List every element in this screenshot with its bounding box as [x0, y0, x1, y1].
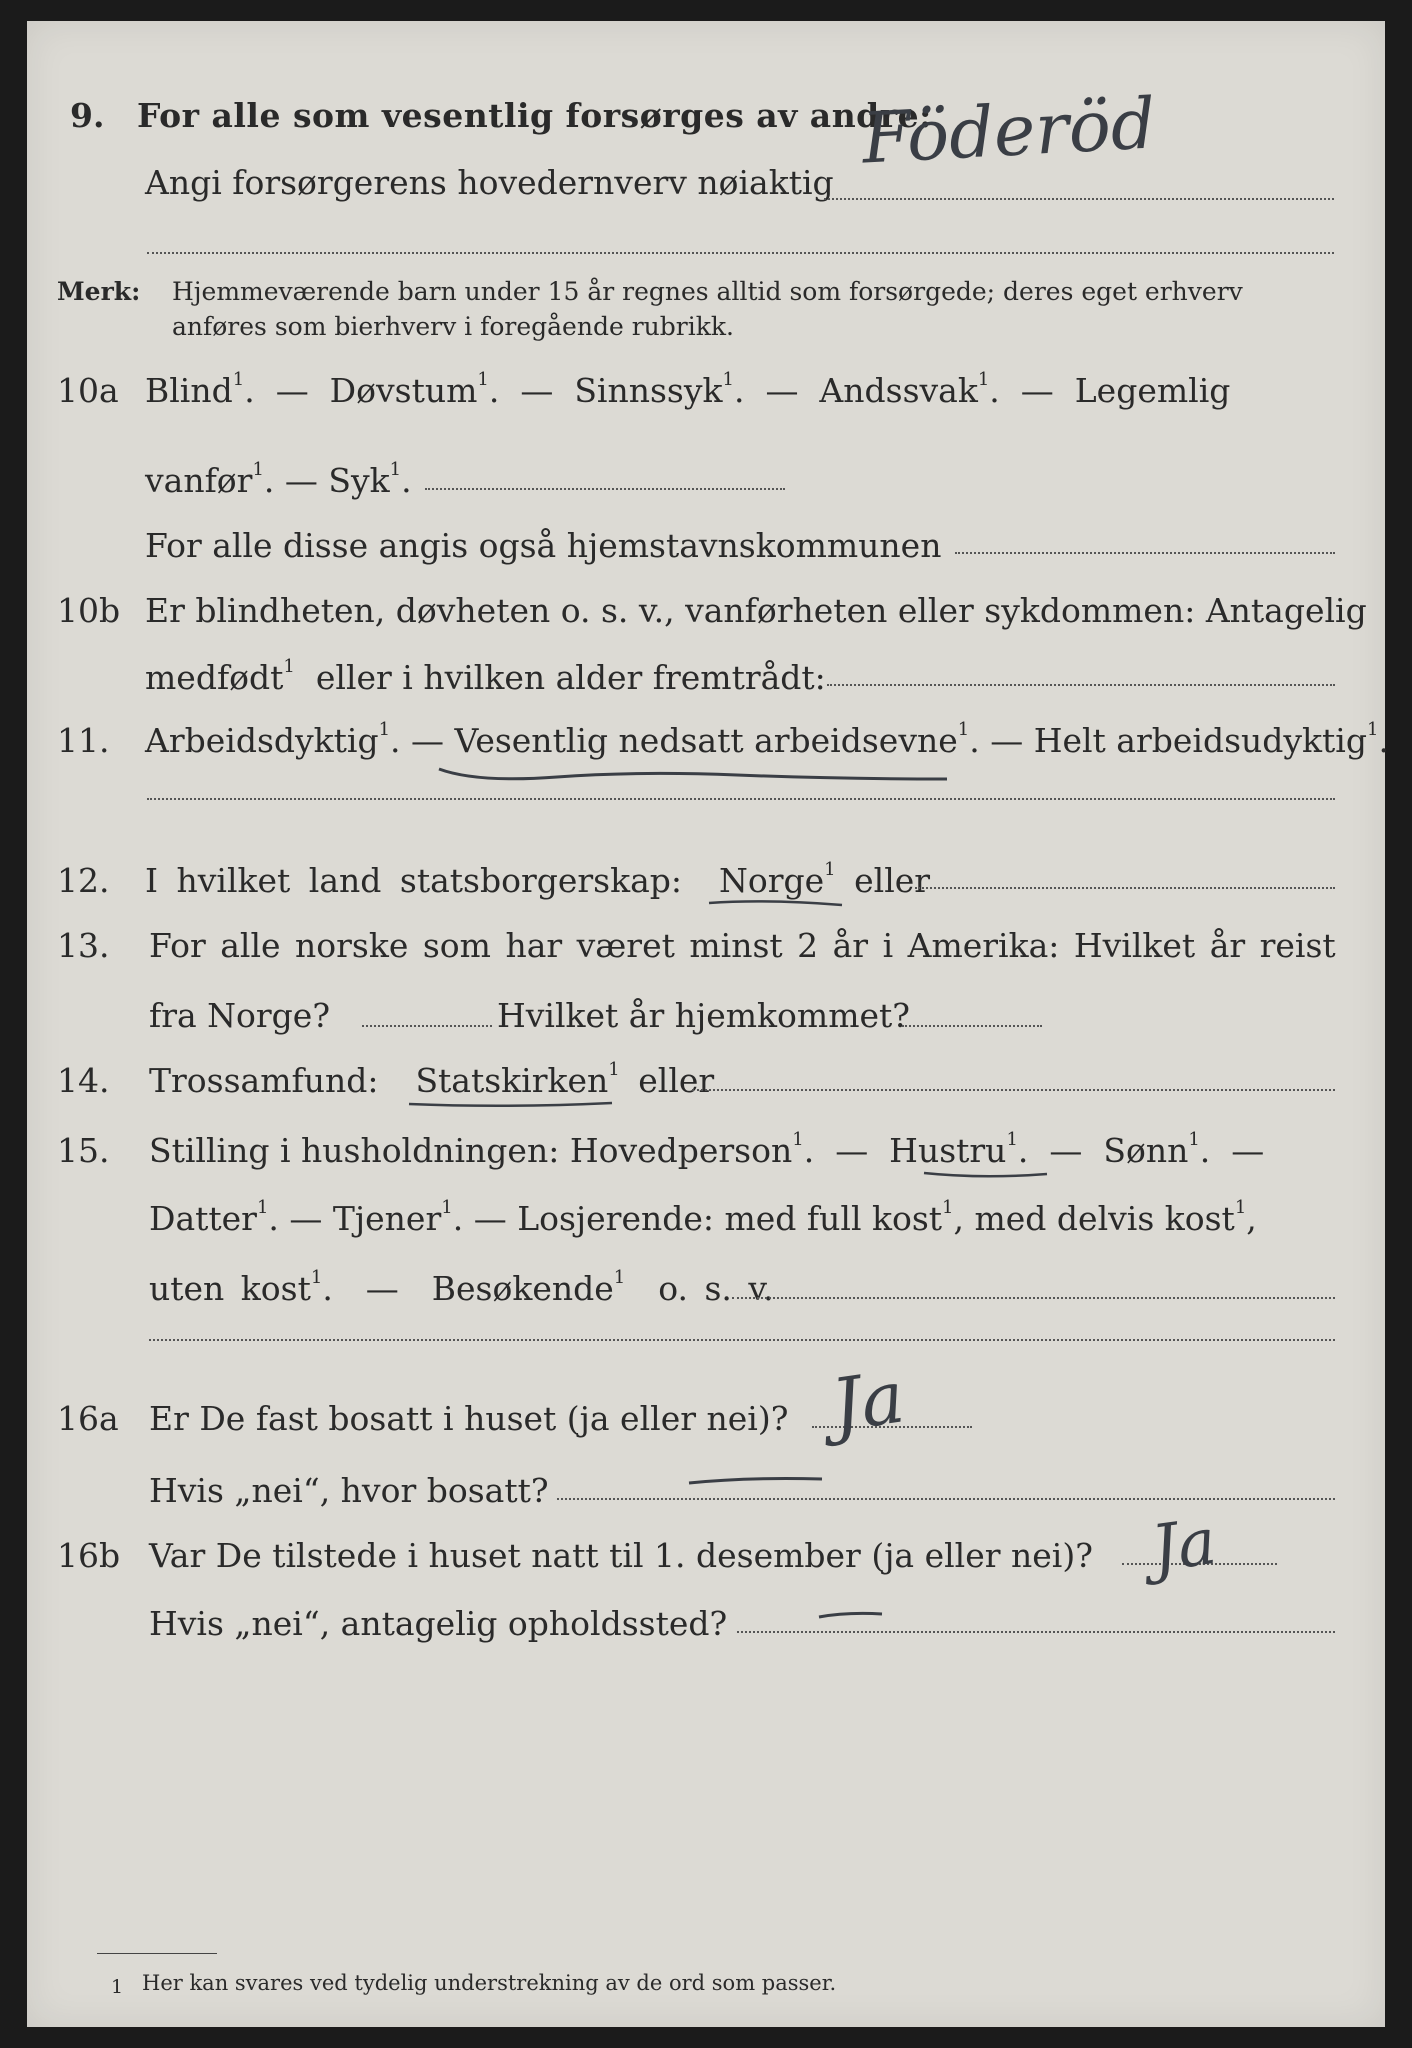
- q10a-option-andssvak: Andssvak: [819, 371, 978, 410]
- q12-number: 12.: [57, 861, 110, 900]
- merk-line1: Hjemmeværende barn under 15 år regnes alltid som forsørgede; deres eget erhverv: [172, 277, 1243, 306]
- q10b-line1: Er blindheten, døvheten o. s. v., vanførheten eller sykdommen: Antagelig: [145, 591, 1367, 630]
- q9-extra-line: [147, 252, 1334, 254]
- q10a-option-legemlig: Legemlig: [1074, 371, 1231, 410]
- q12-underline-mark: [707, 897, 847, 913]
- q10a-hjemstavn-line: [955, 552, 1335, 554]
- q10a-option-sinnssyk: Sinnssyk: [574, 371, 723, 410]
- q14-number: 14.: [57, 1061, 110, 1100]
- q11-line: Arbeidsdyktig$^1$. — Vesentlig nedsatt arbeidsevne$^1$. — Helt arbeidsudyktig$^1$.: [145, 719, 1389, 760]
- q16a-number: 16a: [57, 1399, 119, 1438]
- q11-extra-line: [147, 798, 1335, 800]
- q15-answer-line: [732, 1297, 1335, 1299]
- q14-underline-mark: [407, 1099, 617, 1113]
- footnote-rule: [97, 1953, 217, 1954]
- q10b-answer-line: [827, 684, 1335, 686]
- q10a-option-dovstum: Døvstum: [329, 371, 478, 410]
- q9-number: 9.: [70, 96, 105, 135]
- q12-answer-line: [915, 887, 1335, 889]
- q10a-syk-line: [425, 488, 785, 490]
- q10a-line1: Blind$^1$. — Døvstum$^1$. — Sinnssyk$^1$. — Andssvak$^1$. — Legemlig: [145, 369, 1231, 410]
- q11-option-vesentlig: Vesentlig nedsatt arbeidsevne: [454, 721, 958, 760]
- q16b-opholdssted-line: [737, 1631, 1335, 1633]
- q16a-dash-mark: [687, 1473, 827, 1493]
- q13-line2a: fra Norge?: [149, 996, 331, 1035]
- q16b-dash-mark: [817, 1609, 887, 1623]
- q16a-line1: Er De fast bosatt i huset (ja eller nei)?: [149, 1399, 789, 1438]
- q14-line: Trossamfund: Statskirken$^1$ eller: [149, 1059, 715, 1100]
- q15-extra-line: [149, 1339, 1335, 1341]
- q10b-line2: medfødt$^1$ eller i hvilken alder fremtrådt:: [145, 656, 826, 697]
- q10a-line2: vanfør$^1$. — Syk$^1$.: [145, 459, 412, 500]
- q14-option-statskirken: Statskirken: [415, 1061, 609, 1100]
- merk-line2: anføres som bierhverv i foregående rubrikk.: [172, 312, 734, 341]
- q16a-bosatt-line: [557, 1498, 1335, 1500]
- q16a-handwritten-answer: Ja: [826, 1354, 910, 1448]
- q15-line2: Datter$^1$. — Tjener$^1$. — Losjerende: med full kost$^1$, med delvis kost$^1$,: [149, 1197, 1257, 1238]
- q10a-option-blind: Blind: [145, 371, 233, 410]
- q11-number: 11.: [57, 721, 110, 760]
- footnote-text: Her kan svares ved tydelig understrekning av de ord som passer.: [142, 1971, 837, 1995]
- q11-option-arbeidsdyktig: Arbeidsdyktig: [145, 721, 379, 760]
- q13-line2b: Hvilket år hjemkommet?: [497, 996, 910, 1035]
- q13-line1: For alle norske som har været minst 2 år i Amerika: Hvilket år reist: [149, 926, 1336, 965]
- q13-hjemkommet-line: [902, 1025, 1042, 1027]
- q16b-line2: Hvis „nei“, antagelig opholdssted?: [149, 1604, 728, 1643]
- q10a-number: 10a: [57, 371, 119, 410]
- q9-answer-line: [824, 198, 1334, 200]
- q14-answer-line: [692, 1089, 1335, 1091]
- q12-line: I hvilket land statsborgerskap: Norge$^1$ eller: [145, 859, 931, 900]
- census-form-page: [27, 21, 1389, 2027]
- q15-underline-mark: [922, 1169, 1052, 1183]
- q10a-line3: For alle disse angis også hjemstavnskommunen: [145, 526, 942, 565]
- q13-number: 13.: [57, 926, 110, 965]
- q13-reist-line: [362, 1025, 492, 1027]
- q16a-line2: Hvis „nei“, hvor bosatt?: [149, 1471, 549, 1510]
- q9-handwritten-answer: Föderöd: [860, 82, 1158, 180]
- q15-number: 15.: [57, 1131, 110, 1170]
- q16b-handwritten-answer: Ja: [1147, 1504, 1221, 1588]
- q9-line2: Angi forsørgerens hovedernverv nøiaktig: [145, 163, 834, 202]
- q15-line1: Stilling i husholdningen: Hovedperson$^1$. — Hustru$^1$. — Sønn$^1$. —: [149, 1129, 1265, 1170]
- q15-line3: uten kost$^1$. — Besøkende$^1$ o. s. v.: [149, 1267, 774, 1308]
- q10b-number: 10b: [57, 591, 121, 630]
- q15-option-hustru: Hustru: [889, 1131, 1007, 1170]
- q9-line1: For alle som vesentlig forsørges av andre:: [137, 96, 932, 135]
- merk-label: Merk:: [57, 277, 141, 306]
- q11-option-helt: Helt arbeidsudyktig: [1033, 721, 1367, 760]
- q16b-number: 16b: [57, 1536, 121, 1575]
- q11-underline-mark: [437, 761, 957, 791]
- q16b-line1: Var De tilstede i huset natt til 1. desember (ja eller nei)?: [149, 1536, 1093, 1575]
- q12-option-norge: Norge: [719, 861, 825, 900]
- footnote-mark: 1: [111, 1976, 124, 1998]
